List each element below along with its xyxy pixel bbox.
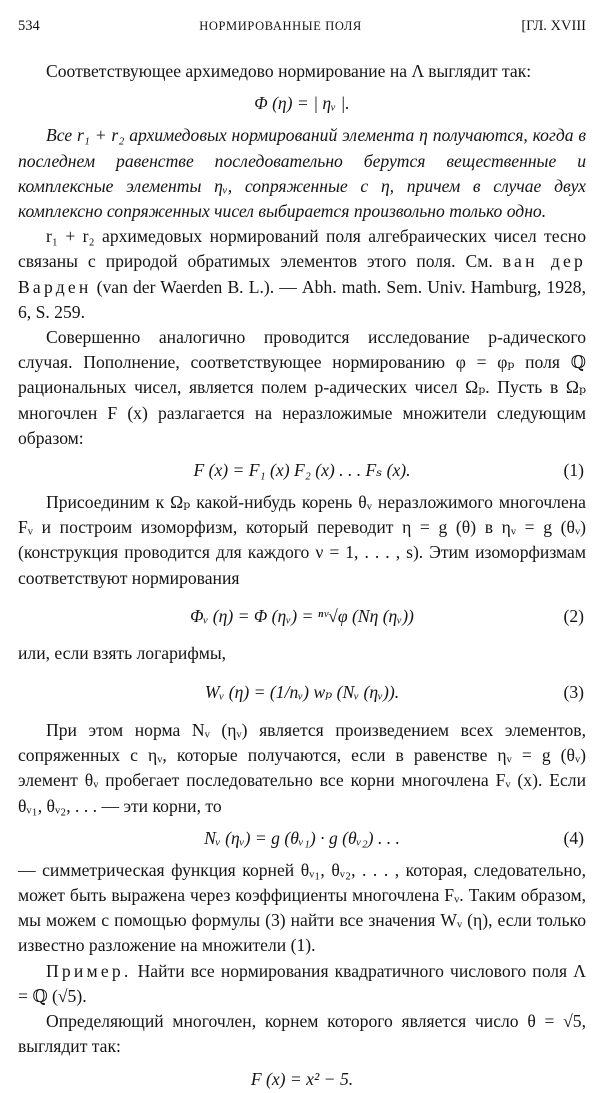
- chapter-label: [ГЛ. XVIII: [521, 18, 586, 34]
- page-number: 534: [18, 18, 40, 34]
- formula-1: [18, 457, 586, 484]
- paragraph-archimedean-intro: Соответствующее архимедово нормирование на Λ выглядит так:: [46, 61, 532, 82]
- formula-phi-abs: [18, 90, 586, 117]
- formula-text: F (x) = F₁ (x) F₂ (x) . . . Fₛ (x).: [193, 460, 411, 481]
- paragraph-p-adic: Совершенно аналогично проводится исследование p-адического случая. Пополнение, соответствующее нормированию φ = φₚ поля ℚ рациональных чисел, является полем p-адических чисел Ωₚ. Пусть в Ωₚ многочлен F (x) разлагается на неразложимые множители следующим образом:: [18, 327, 586, 448]
- paragraph-theorem: Все r₁ + r₂ архимедовых нормирований элемента η получаются, когда в последнем равенстве последовательно берутся вещественные и комплексные элементы ηᵥ, сопряженные с η, причем в случае двух комплексно сопряженных чисел выбирается произвольно только одно.: [18, 125, 586, 222]
- reference-text: r₁ + r₂ архимедовых нормирований поля алгебраических чисел тесно связаны с природой обратимых элементов этого поля. См.: [18, 226, 586, 272]
- formula-3: [18, 672, 586, 712]
- equation-number: (3): [563, 682, 584, 703]
- formula-text: Nᵥ (ηᵥ) = g (θᵥ₁) · g (θᵥ₂) . . .: [204, 827, 400, 848]
- formula-2: [18, 599, 586, 633]
- formula-text: Wᵥ (η) = (1/nᵥ) wₚ (Nᵥ (ηᵥ)).: [204, 682, 400, 703]
- formula-polynomial: [18, 1066, 586, 1093]
- paragraph-defining-polynomial: Определяющий многочлен, корнем которого является число θ = √5, выглядит так:: [18, 1011, 586, 1057]
- equation-number: (2): [563, 605, 584, 626]
- example-text: Найти все нормирования квадратичного числового поля Λ = ℚ (√5).: [18, 960, 587, 1006]
- running-header: [18, 14, 586, 39]
- paragraph-symmetric-function: — симметрическая функция корней θᵥ₁, θᵥ₂, . . . , которая, следовательно, может быть выражена через коэффициенты многочлена Fᵥ. Таким образом, мы можем с помощью формулы (3) найти все значения Wᵥ (η), если только известно разложение на множители (1).: [18, 859, 586, 956]
- formula-text: Φ (η) = | ηᵥ |.: [254, 93, 350, 114]
- example-label: Пример.: [46, 960, 132, 981]
- paragraph-reference: [18, 224, 586, 325]
- formula-4: [18, 825, 586, 852]
- formula-text: F (x) = x² − 5.: [250, 1068, 354, 1089]
- paragraph-example: [18, 959, 586, 1009]
- equation-number: (1): [563, 460, 584, 481]
- author-name: ван дер Варден: [18, 251, 587, 297]
- running-title: НОРМИРОВАННЫЕ ПОЛЯ: [199, 19, 362, 33]
- equation-number: (4): [563, 827, 584, 848]
- formula-text: Φᵥ (η) = Φ (ηᵥ) = ⁿᵛ√φ (Nη (ηᵥ)): [190, 605, 414, 626]
- reference-citation: (van der Waerden B. L.). — Abh. math. Sem. Univ. Hamburg, 1928, 6, S. 259.: [18, 276, 586, 322]
- paragraph-logarithms: или, если взять логарифмы,: [18, 642, 227, 663]
- paragraph-isomorphism: Присоединим к Ωₚ какой-нибудь корень θᵥ неразложимого многочлена Fᵥ и построим изоморфизм, который переводит η = g (θ) в ηᵥ = g (θᵥ) (конструкция проводится для каждого ν = 1, . . . , s). Этим изоморфизмам соответствуют нормирования: [18, 492, 586, 588]
- paragraph-norm: При этом норма Nᵥ (ηᵥ) является произведением всех элементов, сопряженных с ηᵥ, которые получаются, если в равенстве ηᵥ = g (θᵥ) элемент θᵥ пробегает последовательно все корни многочлена Fᵥ (x). Если θᵥ₁, θᵥ₂, . . . — эти корни, то: [18, 720, 586, 816]
